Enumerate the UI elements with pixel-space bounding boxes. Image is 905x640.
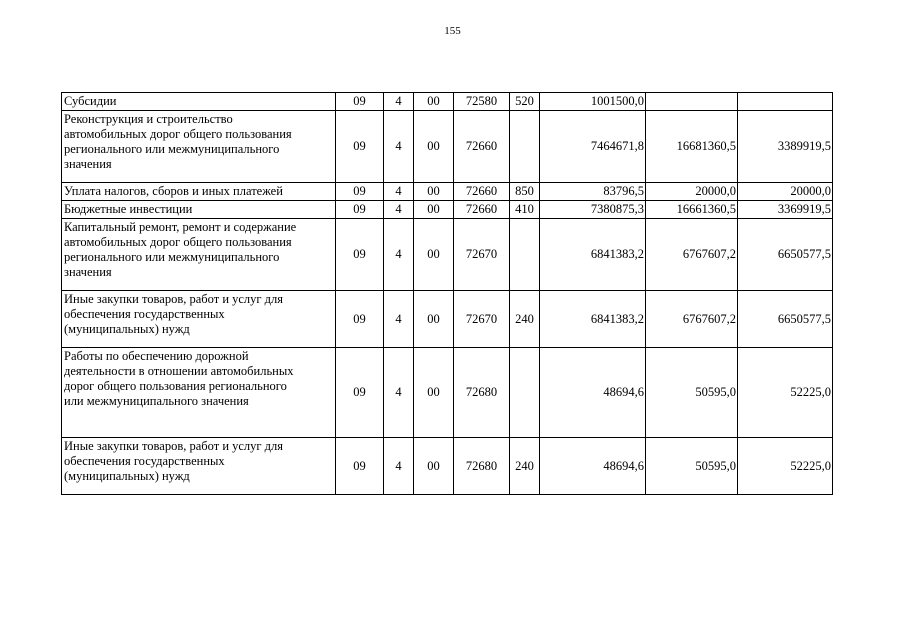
table-row [62,183,833,201]
section-cell: 09 [336,183,384,201]
year2-cell: 6767607,2 [646,219,738,291]
section-cell: 09 [336,201,384,219]
subsection-cell: 4 [384,291,414,348]
section-cell: 09 [336,438,384,495]
code-cell: 72660 [454,183,510,201]
row-name: Бюджетные инвестиции [62,201,336,219]
type-cell: 240 [510,438,540,495]
year3-cell: 52225,0 [738,438,833,495]
program-cell: 00 [414,201,454,219]
program-cell: 00 [414,291,454,348]
code-cell: 72670 [454,219,510,291]
subsection-cell: 4 [384,183,414,201]
row-name: Реконструкция и строительство автомобильных дорог общего пользования регионального или межмуниципального значения [62,111,336,183]
program-cell: 00 [414,183,454,201]
code-cell: 72680 [454,438,510,495]
row-name: Иные закупки товаров, работ и услуг для обеспечения государственных (муниципальных) нужд [62,438,336,495]
section-cell: 09 [336,93,384,111]
table-row [62,201,833,219]
subsection-cell: 4 [384,438,414,495]
year3-cell: 6650577,5 [738,219,833,291]
type-cell [510,348,540,438]
year2-cell [646,93,738,111]
subsection-cell: 4 [384,348,414,438]
section-cell: 09 [336,291,384,348]
year3-cell: 52225,0 [738,348,833,438]
year2-cell: 16661360,5 [646,201,738,219]
table-row [62,111,833,183]
program-cell: 00 [414,219,454,291]
table-row [62,93,833,111]
code-cell: 72660 [454,201,510,219]
row-name: Иные закупки товаров, работ и услуг для обеспечения государственных (муниципальных) нужд [62,291,336,348]
program-cell: 00 [414,438,454,495]
year1-cell: 48694,6 [540,348,646,438]
type-cell: 410 [510,201,540,219]
section-cell: 09 [336,111,384,183]
row-name: Капитальный ремонт, ремонт и содержание автомобильных дорог общего пользования регионального или межмуниципального значения [62,219,336,291]
year2-cell: 50595,0 [646,438,738,495]
year1-cell: 6841383,2 [540,219,646,291]
budget-table [61,92,833,495]
table-row [62,219,833,291]
year2-cell: 50595,0 [646,348,738,438]
subsection-cell: 4 [384,93,414,111]
year3-cell: 3369919,5 [738,201,833,219]
year3-cell: 20000,0 [738,183,833,201]
subsection-cell: 4 [384,219,414,291]
subsection-cell: 4 [384,201,414,219]
page-number: 155 [444,25,461,37]
code-cell: 72580 [454,93,510,111]
code-cell: 72680 [454,348,510,438]
code-cell: 72670 [454,291,510,348]
table-row [62,348,833,438]
year2-cell: 20000,0 [646,183,738,201]
type-cell: 850 [510,183,540,201]
program-cell: 00 [414,93,454,111]
code-cell: 72660 [454,111,510,183]
year3-cell: 3389919,5 [738,111,833,183]
section-cell: 09 [336,348,384,438]
row-name: Субсидии [62,93,336,111]
year1-cell: 6841383,2 [540,291,646,348]
row-name: Уплата налогов, сборов и иных платежей [62,183,336,201]
year3-cell: 6650577,5 [738,291,833,348]
subsection-cell: 4 [384,111,414,183]
program-cell: 00 [414,111,454,183]
table-row [62,291,833,348]
type-cell: 240 [510,291,540,348]
row-name: Работы по обеспечению дорожной деятельности в отношении автомобильных дорог общего пользования регионального или межмуниципального значения [62,348,336,438]
year1-cell: 7380875,3 [540,201,646,219]
year2-cell: 6767607,2 [646,291,738,348]
year1-cell: 48694,6 [540,438,646,495]
year1-cell: 83796,5 [540,183,646,201]
type-cell: 520 [510,93,540,111]
type-cell [510,111,540,183]
year2-cell: 16681360,5 [646,111,738,183]
type-cell [510,219,540,291]
section-cell: 09 [336,219,384,291]
year1-cell: 1001500,0 [540,93,646,111]
year1-cell: 7464671,8 [540,111,646,183]
year3-cell [738,93,833,111]
table-row [62,438,833,495]
program-cell: 00 [414,348,454,438]
